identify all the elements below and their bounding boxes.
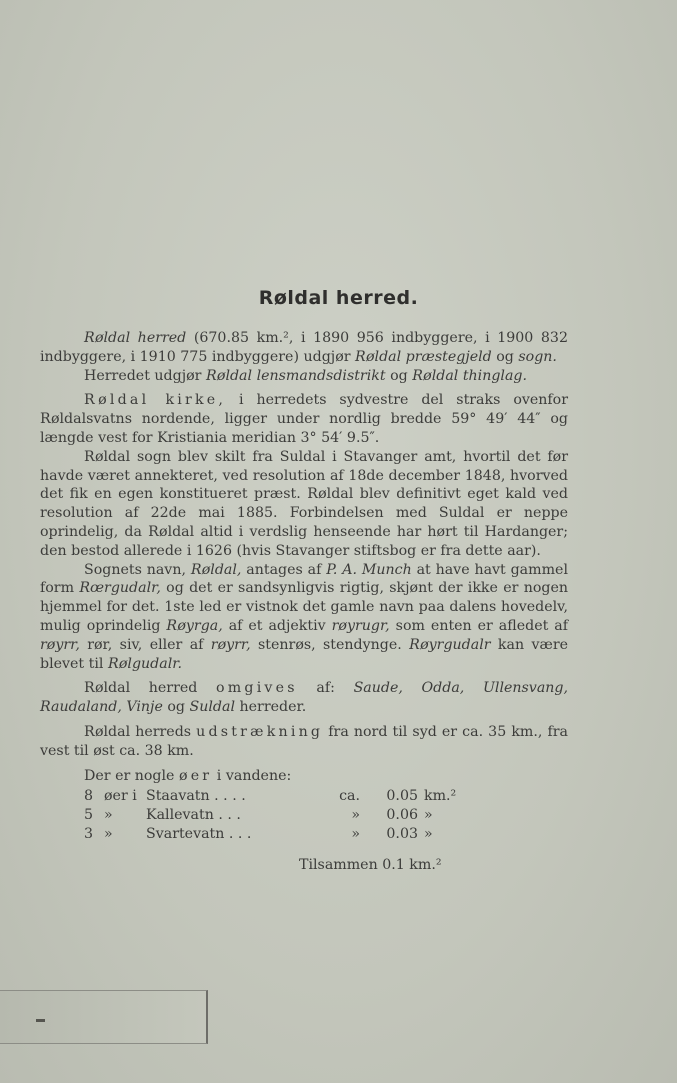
author-name: P. A. Munch: [326, 561, 412, 578]
approx-label: »: [351, 807, 360, 824]
paragraph-extent: [40, 723, 568, 761]
term: Røldal præstegjeld: [355, 348, 492, 365]
spaced-term: Røldal kirke,: [84, 392, 227, 409]
table-row: [84, 806, 568, 825]
ink-mark: [36, 1019, 45, 1022]
term: Rølgudalr.: [107, 655, 182, 672]
place-name: Suldal: [189, 699, 235, 716]
approx-label: ca.: [339, 788, 360, 805]
term: sogn.: [518, 348, 557, 365]
lake-name: Kallevatn . . .: [146, 807, 241, 824]
paragraph-church: [40, 391, 568, 447]
approx-label: »: [351, 825, 360, 842]
text: antages af: [241, 561, 327, 578]
term: røyrr,: [210, 636, 251, 653]
paragraph-name-origin: [40, 561, 568, 674]
island-count: 5: [84, 807, 94, 824]
term: Rœrgudalr,: [79, 580, 161, 597]
island-word: øer i: [104, 788, 137, 805]
paragraph-intro: [40, 329, 568, 367]
text: og: [162, 699, 190, 716]
lake-name: Staavatn . . . .: [146, 788, 246, 805]
text: Røldal herred: [84, 680, 217, 697]
paragraph-district: [40, 367, 568, 386]
spaced-term: omgives: [216, 680, 298, 697]
lake-name: Svartevatn . . .: [146, 825, 252, 842]
paragraph-parish-history: Røldal sogn blev skilt fra Suldal i Stavanger amt, hvortil det før havde været annekteret, ved resolution af 18de december 1848, hvorved det fik en egen konstitueret præst. Røldal blev definitivt eget kald ved resolution af 22de mai 1885. Forbindelsen med Suldal er neppe oprindelig, da Røldal altid i verdslig henseende har hørt til Hardanger; den bestod allerede i 1626 (hvis Stavanger stiftsbog er fra dette aar).: [40, 448, 568, 559]
area-unit: »: [424, 807, 433, 824]
text: Der er nogle: [84, 767, 179, 784]
table-row: [84, 787, 568, 806]
paragraph-islands: [40, 767, 568, 786]
text: i herredets sydvestre del straks ovenfor Røldalsvatns nordende, ligger under nordlig bredde 59° 49′ 44″ og længde vest for Kristiania meridian 3° 54′ 9.5″.: [40, 392, 568, 446]
islands-total: Tilsammen 0.1 km.²: [299, 856, 442, 873]
paragraph-borders: [40, 679, 568, 717]
area-unit: km.²: [424, 788, 457, 805]
text: herreder.: [235, 699, 307, 716]
island-count: 3: [84, 825, 94, 842]
text: af:: [297, 680, 354, 697]
area-value: 0.06: [386, 807, 418, 824]
area-value: 0.03: [386, 825, 418, 842]
page-body: [40, 329, 568, 875]
island-word: »: [104, 807, 113, 824]
term: røyrugr,: [331, 617, 390, 634]
term: Røldal herred: [84, 330, 187, 346]
term: Røyrga,: [166, 617, 223, 634]
text: rør, siv, eller af: [79, 636, 211, 653]
text: stenrøs, stendynge.: [250, 636, 410, 653]
text: (670.85 km.², i 1890 956 indbyggere, i 1900 832 indbyggere, i 1910 775 indbyggere) udgjør: [40, 330, 568, 365]
spaced-term: øer: [178, 767, 213, 784]
text: Sognets navn,: [84, 561, 191, 578]
term: røyrr,: [40, 636, 80, 653]
island-word: »: [104, 825, 113, 842]
term: Røldal lensmandsdistrikt: [205, 367, 386, 384]
table-row: [84, 825, 568, 844]
text: i vandene:: [212, 767, 292, 784]
text: og: [385, 367, 413, 384]
text: af et adjektiv: [222, 617, 332, 634]
text: Herredet udgjør: [84, 367, 206, 384]
islands-table: [84, 787, 568, 843]
spaced-term: udstrækning: [196, 723, 324, 740]
page-title: Røldal herred.: [258, 287, 419, 309]
text: kan være blevet til: [40, 636, 568, 672]
term: Røldal,: [190, 561, 242, 578]
text: og det er sandsynligvis rigtig, skjønt der ikke er nogen hjemmel for det. 1ste led er vistnok det gamle navn paa dalens hovedelv, mulig oprindelig: [40, 580, 568, 634]
text: Røldal herreds: [84, 723, 197, 740]
page-edge-tab: [0, 990, 208, 1044]
text: fra nord til syd er ca. 35 km., fra vest til øst ca. 38 km.: [40, 723, 569, 759]
island-count: 8: [84, 788, 94, 805]
area-value: 0.05: [386, 788, 418, 805]
term: Røyrgudalr: [409, 636, 491, 653]
area-unit: »: [424, 825, 433, 842]
text: at have havt gammel form: [40, 561, 568, 597]
term: Røldal thinglag.: [412, 367, 528, 384]
text: og: [491, 348, 519, 365]
place-names: Saude, Odda, Ullensvang, Raudaland, Vinje: [40, 680, 569, 716]
text: som enten er afledet af: [389, 617, 568, 634]
